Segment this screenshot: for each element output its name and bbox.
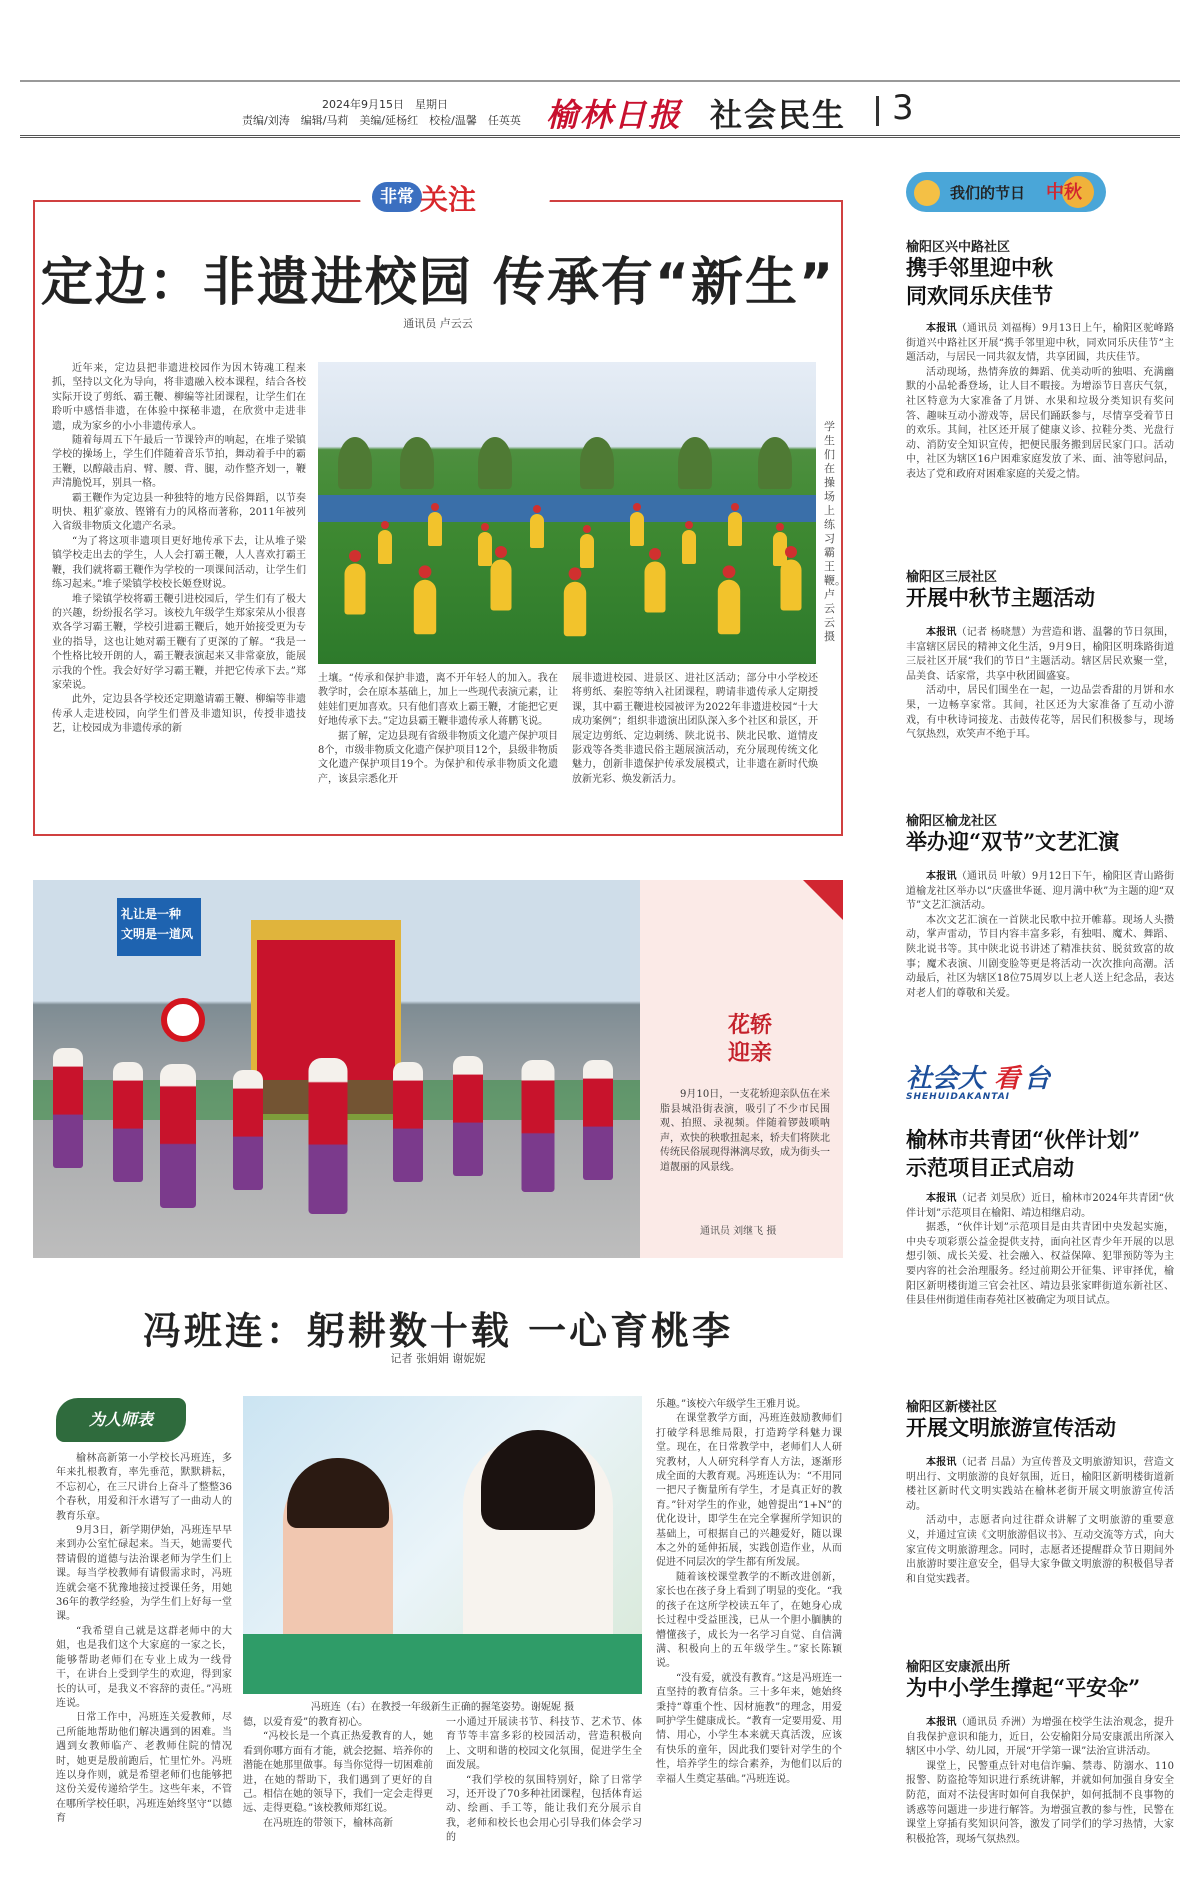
paragraph: “为了将这项非遗项目更好地传承下去，让从堆子梁镇学校走出去的学生，人人会打霸王鞭，人人喜欢打霸王鞭，我们就将霸王鞭作为学校的一项课间活动，让学生们练习起来。”堆子梁镇学校校长姬登财说。 <box>52 535 306 591</box>
feature-byline: 通讯员 卢云云 <box>403 317 473 330</box>
paragraph: 9月13日上午，榆阳区驼峰路街道兴中路社区开展“携手邻里迎中秋，同欢同乐庆佳节”主题活动，与居民一同共叙友情，共享团圆，共庆佳节。 <box>906 323 1174 364</box>
paragraph: 展非遗进校园、进景区、进社区活动；部分中小学校还将剪纸、秦腔等纳入社团课程，聘请非遗传承人定期授课，其中霸王鞭进校园被评为2022年非遗进校园“十大成功案例”；组织非遗演出团队深入多个社区和景区，开展定边剪纸、定边刺绣、陕北说书、陕北民歌、道情皮影戏等各类非遗民俗主题展演活动，充分展现传统文化魅力，创新非遗保护传承发展模式，让非遗在新时代焕放新光彩、焕发新活力。 <box>572 673 818 785</box>
paragraph: 为营造和谐、温馨的节日氛围，丰富辖区居民的精神文化生活，9月9日，榆阳区明珠路街道三辰社区开展“我们的节日”主题活动。辖区居民欢聚一堂，品美食、话家常，共享中秋团圆盛宴。 <box>906 627 1174 682</box>
teacher-student-photo <box>243 1396 642 1694</box>
paragraph: 为增强在校学生法治观念，提升自我保护意识和能力，近日，公安榆阳分局安康派出所深入辖区中小学、幼儿园，开展“开学第一课”法治宣讲活动。 <box>906 1717 1174 1758</box>
paragraph: “冯校长是一个真正热爱教育的人，她看到你哪方面有才能，就会挖掘、培养你的潜能在她那里做事。每当你觉得一切困难前进，在她的帮助下，我们遇到了更好的自己。相信在她的领导下，我们一定会走得更远、走得更稳。”该校教师郑红说。 <box>243 1731 433 1815</box>
article2-column-2 <box>243 1716 433 1896</box>
feature-tag-big: 关注 <box>420 183 477 216</box>
traffic-sign-icon <box>161 998 205 1042</box>
paragraph: 霸王鞭作为定边县一种独特的地方民俗舞蹈，以节奏明快、粗犷豪放、铿锵有力的风格而著称，2011年被列入省级非物质文化遗产名录。 <box>52 492 306 533</box>
news-lead: 本报讯 <box>926 871 957 882</box>
issue-date: 2024年9月15日 星期日 <box>322 98 448 111</box>
paragraph: 活动中，志愿者向过往群众讲解了文明旅游的重要意义，并通过宣读《文明旅游倡议书》、互动交流等方式，向大家宣传文明旅游理念。同时，志愿者还提醒群众节日期间外出旅游时要注意安全，倡导大家争做文明旅游的积极倡导者和自觉实践者。 <box>906 1515 1174 1585</box>
stage-logo-accent: 看 <box>994 1064 1021 1094</box>
headline-line: 示范项目正式启动 <box>906 1155 1074 1180</box>
paragraph: 近年来，定边县把非遗进校园作为因木铸魂工程来抓，坚持以文化为导向，将非遗融入校本课程，结合各校实际开设了剪纸、霸王鞭、柳编等社团课程，让学生们在聆听中感悟非遗，在体验中探秘非遗，在欣赏中走进非遗，成为家乡的小小非遗传承人。 <box>52 363 306 432</box>
paragraph: 在课堂教学方面，冯班连鼓励教师们打破学科思维局限，打造跨学科魅力课堂。现在，在日常教学中，老师们人人研究教材，人人研究科学育人方法，逐渐形成全面的大教育观。冯班连认为：“不用同一把尺子衡量所有学生，才是真正好的教育。”针对学生的作业，她曾提出“1+N”的优化设计，即学生在完全掌握所学知识的基础上，可根据自己的兴趣爱好，随以课本之外的延伸拓展，实践创造作业，从而促进不同层次的学生都有所发展。 <box>656 1413 842 1569</box>
news-lead: 本报讯 <box>926 1457 957 1468</box>
paragraph: 活动现场，热情奔放的舞蹈、优美动听的独唱、充满幽默的小品轮番登场，让人目不暇接。为增添节日喜庆气氛，社区特意为大家准备了月饼、水果和垃圾分类知识有奖问答、趣味互动小游戏等，居民们踊跃参与，尽情享受着节日的欢乐。其间，社区还开展了健康义诊、拉鞋分类、光盘行动、消防安全知识宣传，把便民服务搬到居民家门口。活动中，社区为辖区16户困难家庭发放了米、面、油等慰问品，表达了党和政府对困难家庭的关爱之情。 <box>906 366 1174 480</box>
paragraph: 据悉，“伙伴计划”示范项目是由共青团中央发起实施，中央专项彩票公益金提供支持，面向社区青少年开展的以思想引领、成长关爱、社会融入、权益保障、犯罪预防等为主要内容的社会治理服务。经过前期公开征集、评审择优，榆阳区新明楼街道三官会社区、靖边县张家畔街道东新社区、佳县佳州街道佳南春苑社区被确定为项目试点。 <box>906 1222 1174 1307</box>
photo-story-panel <box>640 880 843 1258</box>
story-headline: 开展文明旅游宣传活动 <box>906 1415 1116 1440</box>
paragraph: 此外，定边县各学校还定期邀请霸王鞭、柳编等非遗传承人走进校园，向学生们普及非遗知识，传授非遗技艺，让校园成为非遗传承的新 <box>52 694 306 735</box>
feature-tag-small: 非常 <box>372 182 422 212</box>
paragraph: 榆林高新第一小学校长冯班连，多年来扎根教育，率先垂范，默默耕耘，不忘初心，在三尺讲台上奋斗了整整36个春秋，用爱和汗水谱写了一曲动人的教育乐章。 <box>56 1453 232 1522</box>
story-body <box>906 1716 1174 1896</box>
paragraph: 9月10日，一支花轿迎亲队伍在米脂县城沿街表演，吸引了不少市民围观、拍照、录视频。伴随着锣鼓唢呐声，欢快的秧歌扭起来，轿夫们将陕北传统民俗展现得淋漓尽致，成为街头一道靓丽的风景线。 <box>660 1089 830 1173</box>
article2-column-4 <box>656 1398 842 1896</box>
news-lead: 本报讯 <box>926 627 957 638</box>
story-body <box>906 626 1174 786</box>
feature-column-2 <box>318 672 558 828</box>
news-lead: 本报讯 <box>926 1193 957 1204</box>
feature-column-1 <box>52 362 306 830</box>
title-line: 花轿 <box>727 1013 772 1038</box>
festival-banner-label: 我们的节日 <box>950 184 1026 202</box>
students-bawangbian-photo <box>318 362 816 664</box>
civility-sign <box>117 898 201 956</box>
paragraph: 堆子梁镇学校将霸王鞭引进校园后，学生们有了极大的兴趣，纷纷报名学习。该校九年级学生郑家荣从小很喜欢各学习霸王鞭，学校引进霸王鞭后，她开始接受更为专业的指导，这也让她对霸王鞭有了更深的了解。“我是一个性格比较开朗的人，霸王鞭表演起来又非常豪放，能展示我的个性。我会好好学习霸王鞭，并把它传承下去。”郑家荣说。 <box>52 593 306 691</box>
festival-banner-highlight: 中秋 <box>1046 182 1082 203</box>
mooncake-icon <box>914 180 940 206</box>
paragraph: 乐趣。”该校六年级学生王雅月说。 <box>656 1399 807 1410</box>
reporter: （记者 杨晓慧） <box>956 627 1032 638</box>
story-location: 榆阳区三辰社区 <box>906 570 998 585</box>
headline-line: 榆林市共青团“伙伴计划” <box>906 1127 1141 1152</box>
story-headline <box>906 254 1053 310</box>
photo-story-title <box>722 1012 778 1068</box>
story-headline: 为中小学生撑起“平安伞” <box>906 1675 1141 1700</box>
sign-line: 文明是一道风 <box>121 927 194 941</box>
paragraph: 日常工作中，冯班连关爱教师，尽己所能地帮助他们解决遇到的困难。当遇到女教师临产、老教师住院的情况时，她更是殷前跑后，忙里忙外。冯班连以身作则，就是希望老师们也能够把这份关爱传递给学生。这些年来，不管在哪所学校任职，冯班连始终坚守“以德育 <box>56 1712 232 1825</box>
paragraph: 课堂上，民警重点针对电信诈骗、禁毒、防溺水、110报警、防盗抢等知识进行系统讲解，并就如何加强自身安全防范，面对不法侵害时如何自我保护，如何抵制不良事物的诱惑等问题进一步进行解答。为增强宣教的参与性，民警在课堂上穿插有奖知识问答，激发了同学们的学习热情，大家积极抢答，现场气氛热烈。 <box>906 1760 1174 1845</box>
paragraph: “我们学校的氛围特别好，除了日常学习，还开设了70多种社团课程，包括体育运动、绘画、手工等，能让我们充分展示自我，老师和校长也会用心引导我们体会学习的 <box>446 1774 642 1844</box>
photo-story-text <box>660 1088 830 1176</box>
stage-logo-main: 社会大 <box>906 1064 985 1094</box>
header-divider <box>876 96 879 126</box>
paragraph: 为宣传普及文明旅游知识，营造文明出行、文明旅游的良好氛围，近日，榆阳区新明楼街道新楼社区新时代文明实践站在榆林老街开展文明旅游宣传活动。 <box>906 1457 1174 1512</box>
reporter: （通讯员 刘福梅） <box>956 323 1043 334</box>
story-body <box>906 1192 1174 1368</box>
paragraph: 9月12日下午，榆阳区青山路街道榆龙社区举办以“庆盛世华诞、迎月满中秋”为主题的迎“双节”文艺汇演活动。 <box>906 871 1174 912</box>
paragraph: 随着每周五下午最后一节课铃声的响起，在堆子梁镇学校的操场上，学生们伴随着音乐节拍，舞动着手中的霸王鞭，以醇敲击肩、臂、腰、背、腿，动作整齐划一，鞭声清脆悦耳，别具一格。 <box>52 435 306 490</box>
feature-headline: 定边：非遗进校园 传承有“新生” <box>40 253 836 313</box>
story-location: 榆阳区兴中路社区 <box>906 240 1011 255</box>
news-lead: 本报讯 <box>926 1717 957 1728</box>
headline-line: 同欢同乐庆佳节 <box>906 283 1053 308</box>
paragraph: 近日，榆林市2024年共青团“伙伴计划”示范项目在榆阳、靖边相继启动。 <box>906 1193 1174 1219</box>
feature-photo-caption: 学生们在操场上练习霸王鞭。卢云云 摄 <box>824 420 846 643</box>
article2-column-3 <box>446 1716 642 1896</box>
paragraph: 德，以爱育爱”的教育初心。 <box>243 1717 369 1728</box>
headline-line: 携手邻里迎中秋 <box>906 255 1053 280</box>
story-location: 榆阳区新楼社区 <box>906 1400 998 1415</box>
story-headline <box>906 1126 1140 1182</box>
corner-ribbon <box>803 880 843 920</box>
article2-photo-caption: 冯班连（右）在教授一年级新生正确的握笔姿势。谢妮妮 摄 <box>310 1702 575 1713</box>
title-line: 迎亲 <box>727 1041 772 1066</box>
section-name: 社会民生 <box>710 96 847 134</box>
paragraph: “没有爱，就没有教育。”这是冯班连一直坚持的教育信条。三十多年来，她始终秉持“尊重个性、因材施教”的理念，用爱呵护学生健康成长。“教育一定要用爱、用情、用心，小学生本来就天真活泼，应该有快乐的童年，因此我们要针对学生的个性，培养学生的综合素养，为他们以后的幸福人生奠定基础。”冯班连说。 <box>656 1672 842 1785</box>
stage-logo-end: 台 <box>1024 1064 1051 1094</box>
news-lead: 本报讯 <box>926 323 957 334</box>
reporter: （通讯员 叶敏） <box>956 871 1032 882</box>
paragraph: 9月3日，新学期伊始，冯班连早早来到办公室忙碌起来。当天，她需要代替请假的道德与法治课老师为学生们上课。每当学校教师有请假需求时，冯班连就会毫不犹豫地接过授课任务，用她36年的教学经验，为学生们上好每一堂课。 <box>56 1525 232 1623</box>
newspaper-logo: 榆林日报 <box>546 96 683 134</box>
article2-byline: 记者 张娟娟 谢妮妮 <box>390 1352 486 1365</box>
wedding-procession-photo <box>33 880 640 1258</box>
article2-headline: 冯班连：躬耕数十载 一心育桃李 <box>142 1308 734 1353</box>
paragraph: 一小通过开展读书节、科技节、艺术节、体育节等丰富多彩的校园活动，营造积极向上、文明和谐的校园文化氛围，促进学生全面发展。 <box>446 1717 642 1772</box>
social-stage-logo <box>906 1058 1066 1096</box>
paragraph: 土壤。“传承和保护非遗，离不开年轻人的加入。我在教学时，会在原本基础上，加上一些现代表演元素，让娃娃们更加喜欢。只有他们喜欢上霸王鞭，才能把它更好地传承下去。”定边县霸王鞭非遗传承人蒋鹏飞说。 <box>318 673 558 728</box>
sign-line: 礼让是一种 <box>121 907 182 921</box>
column-tag: 为人师表 <box>56 1398 186 1442</box>
stage-logo-pinyin: SHEHUIDAKANTAI <box>906 1092 1011 1102</box>
story-body <box>906 1456 1174 1632</box>
paragraph: 据了解，定边县现有省级非物质文化遗产保护项目8个，市级非物质文化遗产保护项目12个，县级非物质文化遗产保护项目19个。为保护和传承非物质文化遗产，该县宗悉化开 <box>318 730 558 785</box>
paragraph: 在冯班连的带领下，榆林高新 <box>263 1817 393 1829</box>
reporter: （通讯员 乔洲） <box>956 1717 1032 1728</box>
paragraph: 本次文艺汇演在一首陕北民歌中拉开帷幕。现场人头攒动，掌声雷动，节目内容丰富多彩，有独唱、魔术、舞蹈、陕北说书等。其中陕北说书讲述了精准扶贫、脱贫致富的故事；魔术表演、川剧变脸等更是将活动一次次推向高潮。活动最后，社区为辖区18位75周岁以上老人送上纪念品，表达对老人们的尊敬和关爱。 <box>906 914 1174 999</box>
page-header <box>20 80 1180 138</box>
paragraph: 随着该校课堂教学的不断改进创新，家长也在孩子身上看到了明显的变化。“我的孩子在这所学校读五年了，在她身心成长过程中受益匪浅，已从一个胆小腼腆的懵懂孩子，成长为一名学习自觉、自信满满、积极向上的五年级学生。”家长陈颖说。 <box>656 1571 842 1670</box>
story-headline: 开展中秋节主题活动 <box>906 585 1095 610</box>
story-body <box>906 870 1174 1030</box>
story-headline: 举办迎“双节”文艺汇演 <box>906 829 1120 854</box>
story-location: 榆阳区榆龙社区 <box>906 814 998 829</box>
article2-column-1 <box>56 1452 232 1896</box>
reporter: （记者 刘昊欣） <box>956 1193 1032 1204</box>
paragraph: 活动中，居民们围坐在一起，一边品尝香甜的月饼和水果，一边畅享家常。其间，社区还为大家准备了互动小游戏，有中秋诗词接龙、击鼓传花等，居民们积极参与，现场气氛热烈，欢笑声不绝于耳。 <box>906 685 1174 741</box>
story-body <box>906 322 1174 540</box>
feature-column-3 <box>572 672 818 828</box>
story-location: 榆阳区安康派出所 <box>906 1660 1011 1675</box>
editor-staff: 责编/刘涛 编辑/马莉 美编/延杨红 校检/温馨 任英英 <box>242 114 521 127</box>
photo-story-credit: 通讯员 刘继飞 摄 <box>700 1226 777 1237</box>
reporter: （记者 吕晶） <box>956 1457 1022 1468</box>
page-number: 3 <box>892 88 914 128</box>
paragraph: “我希望自己就是这群老师中的大姐，也是我们这个大家庭的一家之长，能够帮助老师们在专业上成为一线骨干，在讲台上受到学生的欢迎，得到家长的认可，是我义不容辞的责任。”冯班连说。 <box>56 1625 232 1709</box>
